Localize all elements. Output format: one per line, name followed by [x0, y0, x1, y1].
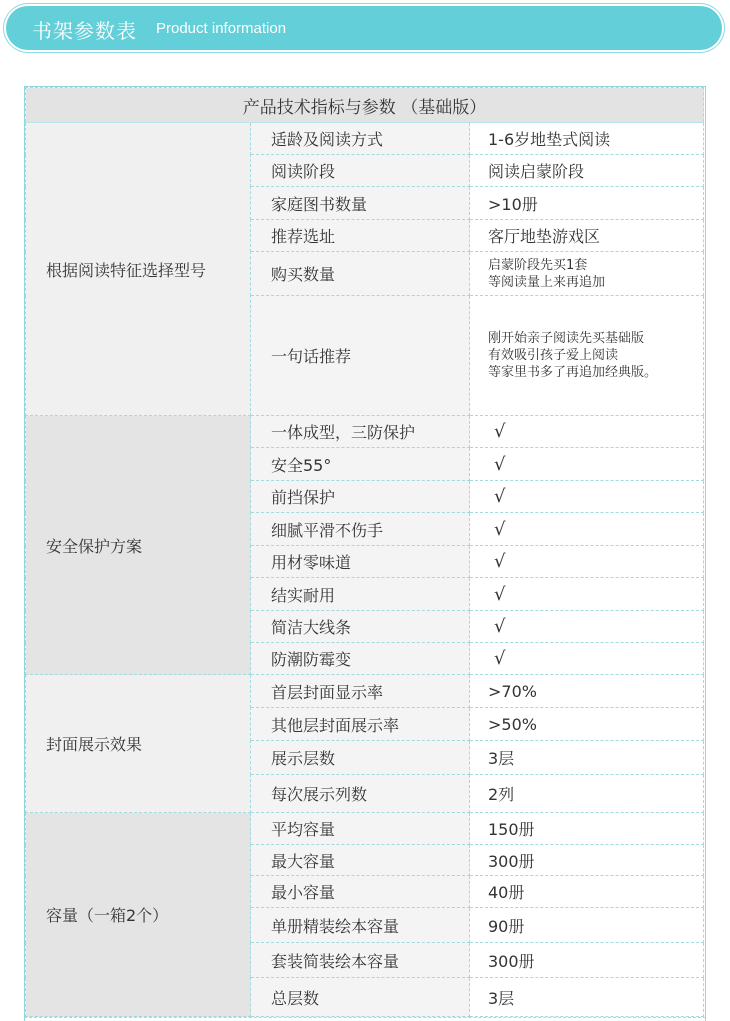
check-mark: √ — [470, 546, 704, 578]
value-line: 有效吸引孩子爱上阅读 — [488, 348, 619, 363]
row-label: 最小容量 — [251, 876, 470, 908]
row-label: 一体成型，三防保护 — [251, 416, 470, 448]
value-line: 启蒙阶段先买1套 — [488, 257, 588, 273]
row-value: 40册 — [470, 876, 704, 908]
row-value: >10册 — [470, 187, 704, 220]
row-label: 套装简装绘本容量 — [251, 943, 470, 978]
row-label: 阅读阶段 — [251, 155, 470, 187]
row-label: 用材零味道 — [251, 546, 470, 578]
bottom-divider — [24, 1017, 706, 1019]
row-label: 前挡保护 — [251, 481, 470, 513]
value-line: 等家里书多了再追加经典版。 — [488, 365, 658, 380]
row-value: 300册 — [470, 845, 704, 876]
row-label: 推荐选址 — [251, 220, 470, 252]
row-value: 2列 — [470, 775, 704, 813]
row-value: >50% — [470, 708, 704, 741]
table-header: 产品技术指标与参数 （基础版） — [26, 88, 704, 123]
value-line: 等阅读量上来再追加 — [488, 274, 606, 290]
check-mark: √ — [470, 611, 704, 643]
check-mark: √ — [470, 416, 704, 448]
check-mark: √ — [470, 448, 704, 481]
row-value: >70% — [470, 675, 704, 708]
section-name: 封面展示效果 — [26, 675, 251, 813]
row-label: 平均容量 — [251, 813, 470, 845]
row-value: 3层 — [470, 978, 704, 1017]
row-label: 展示层数 — [251, 741, 470, 775]
row-value: 150册 — [470, 813, 704, 845]
section-name: 根据阅读特征选择型号 — [26, 123, 251, 416]
row-value: 客厅地垫游戏区 — [470, 220, 704, 252]
row-label: 家庭图书数量 — [251, 187, 470, 220]
row-label: 一句话推荐 — [251, 296, 470, 416]
row-label: 总层数 — [251, 978, 470, 1017]
banner-title-zh: 书架参数表 — [32, 19, 137, 43]
row-label: 适龄及阅读方式 — [251, 123, 470, 155]
section-name: 容量（一箱2个） — [26, 813, 251, 1017]
check-mark: √ — [470, 643, 704, 675]
row-label: 单册精装绘本容量 — [251, 908, 470, 943]
row-label: 其他层封面展示率 — [251, 708, 470, 741]
row-label: 细腻平滑不伤手 — [251, 513, 470, 546]
row-value: 90册 — [470, 908, 704, 943]
row-value — [470, 252, 704, 296]
row-label: 防潮防霉变 — [251, 643, 470, 675]
row-value: 3层 — [470, 741, 704, 775]
row-label: 首层封面显示率 — [251, 675, 470, 708]
spec-table — [25, 87, 704, 1017]
row-value — [470, 296, 704, 416]
row-label: 购买数量 — [251, 252, 470, 296]
row-label: 最大容量 — [251, 845, 470, 876]
row-value: 1-6岁地垫式阅读 — [470, 123, 704, 155]
row-value: 阅读启蒙阶段 — [470, 155, 704, 187]
check-mark: √ — [470, 578, 704, 611]
row-label: 每次展示列数 — [251, 775, 470, 813]
section-name: 安全保护方案 — [26, 416, 251, 675]
row-label: 结实耐用 — [251, 578, 470, 611]
banner-title-en: Product information — [156, 20, 287, 37]
value-line: 刚开始亲子阅读先买基础版 — [488, 331, 645, 346]
check-mark: √ — [470, 481, 704, 513]
row-label: 简洁大线条 — [251, 611, 470, 643]
title-banner — [6, 6, 722, 50]
row-label: 安全55° — [251, 448, 470, 481]
row-value: 300册 — [470, 943, 704, 978]
check-mark: √ — [470, 513, 704, 546]
